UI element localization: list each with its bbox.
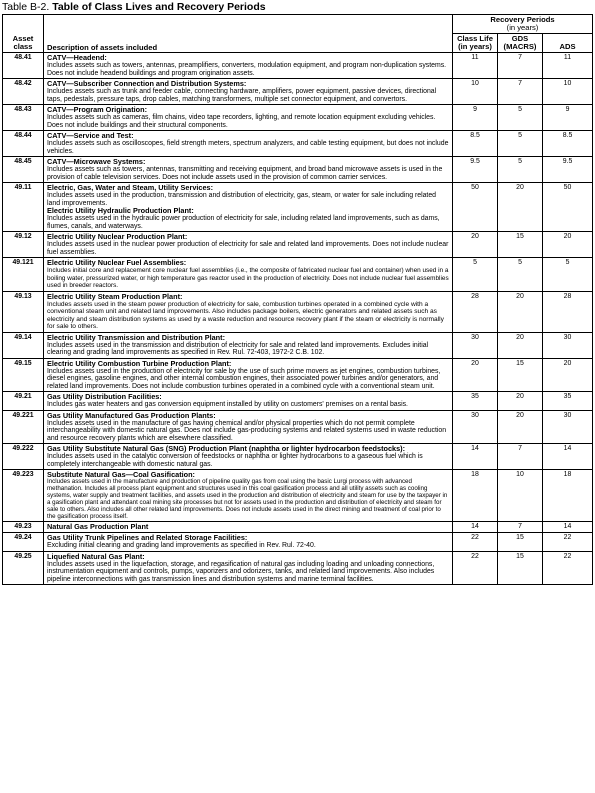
- ads-cell: 22: [543, 533, 593, 552]
- class-life-cell: 14: [453, 444, 498, 470]
- table-row: [3, 551, 593, 585]
- table-row: [3, 232, 593, 258]
- ads-cell: 11: [543, 53, 593, 79]
- class-life-cell: 20: [453, 358, 498, 392]
- row-title: Gas Utility Manufactured Gas Production Plants:: [47, 410, 216, 420]
- description-cell: [44, 444, 453, 470]
- table-row: [3, 392, 593, 411]
- class-life-cell: 35: [453, 392, 498, 411]
- row-description: Includes assets such as towers, antennas, transmitting and receiving equipment, and broad band microwave assets is used in the provision of cable television services. Does not include assets used in the provision of common carrier services.: [47, 166, 443, 181]
- description-cell: [44, 131, 453, 157]
- row-description: Includes assets such as trunk and feeder cable, connecting hardware, amplifiers, power equipment, passive devices, directional taps, pedestals, pressure taps, drop cables, matching transformers, multiple set connector equipment, and convertors.: [47, 88, 437, 103]
- gds-cell: 7: [498, 522, 543, 533]
- row-description: Includes assets used in the steam power production of electricity for sale, combustion turbines operated in a combined cycle with a conventional steam unit and related land improvements. Also includes package boilers, electric generators and related assets such as electricity and steam distribution systems as used by a waste reduction and resource recovery plant if the steam or electricity is normally for sale to others.: [47, 300, 444, 330]
- gds-cell: 20: [498, 291, 543, 332]
- class-life-cell: 18: [453, 470, 498, 522]
- gds-cell: 15: [498, 551, 543, 585]
- gds-cell: 5: [498, 131, 543, 157]
- gds-cell: 15: [498, 358, 543, 392]
- row-title: Electric Utility Transmission and Distribution Plant:: [47, 332, 225, 342]
- header-class-life-line2: (in years): [458, 42, 492, 51]
- row-description: Includes assets used in the liquefaction, storage, and regasification of natural gas including loading and unloading connections, instrumentation equipment and controls, pumps, vaporizers and odorizers, tanks, and related land improvements. Also includes pipeline interconnections with gas transmission lines and distribution systems and marine terminal facilities.: [47, 560, 435, 583]
- row-title: Gas Utility Substitute Natural Gas (SNG) Production Plant (naphtha or lighter hydrocarbon feedstocks):: [47, 444, 405, 453]
- class-life-cell: 9.5: [453, 157, 498, 183]
- row-description-secondary: Includes assets used in the hydraulic power production of electricity for sale, including related land improvements, such as dams, flumes, canals, and waterways.: [47, 215, 440, 230]
- asset-class-cell: 49.12: [3, 232, 44, 258]
- row-title: Liquefied Natural Gas Plant:: [47, 551, 145, 561]
- asset-class-cell: 49.121: [3, 258, 44, 292]
- header-description: Description of assets included: [44, 15, 453, 53]
- description-cell: [44, 551, 453, 585]
- header-asset-class-line1: Asset: [12, 34, 34, 43]
- row-description: Includes initial core and replacement core nuclear fuel assemblies (i.e., the composite of fabricated nuclear fuel and container) when used in a boiling water, pressurized water, or high temperature gas reactor used in the production of electricity. Does not include nuclear fuel assemblies used in breeder reactors.: [47, 267, 449, 289]
- gds-cell: 5: [498, 258, 543, 292]
- table-row: [3, 470, 593, 522]
- table-row: [3, 358, 593, 392]
- class-life-cell: 30: [453, 410, 498, 444]
- table-row: [3, 131, 593, 157]
- description-cell: [44, 332, 453, 358]
- gds-cell: 20: [498, 410, 543, 444]
- ads-cell: 22: [543, 551, 593, 585]
- asset-class-cell: 49.222: [3, 444, 44, 470]
- class-life-cell: 20: [453, 232, 498, 258]
- row-description: Includes assets such as cameras, film chains, video tape recorders, lighting, and remote location equipment excluding vehicles. Does not include buildings and their structural components.: [47, 114, 436, 129]
- class-life-cell: 50: [453, 183, 498, 232]
- description-cell: [44, 533, 453, 552]
- description-cell: [44, 53, 453, 79]
- asset-class-cell: 48.42: [3, 79, 44, 105]
- gds-cell: 20: [498, 332, 543, 358]
- row-title: Electric Utility Steam Production Plant:: [47, 291, 183, 301]
- description-cell: [44, 392, 453, 411]
- class-life-cell: 22: [453, 551, 498, 585]
- row-description: Excluding initial clearing and grading land improvements as specified in Rev. Rul. 72-40.: [47, 542, 316, 550]
- table-row: [3, 410, 593, 444]
- row-title: Electric Utility Combustion Turbine Production Plant:: [47, 358, 232, 368]
- gds-cell: 10: [498, 470, 543, 522]
- table-row: [3, 183, 593, 232]
- class-lives-table: [2, 14, 593, 585]
- class-life-cell: 10: [453, 79, 498, 105]
- ads-cell: 8.5: [543, 131, 593, 157]
- class-life-cell: 5: [453, 258, 498, 292]
- ads-cell: 28: [543, 291, 593, 332]
- description-cell: [44, 258, 453, 292]
- row-title: CATV—Program Origination:: [47, 105, 147, 114]
- table-row: [3, 157, 593, 183]
- row-title: CATV—Headend:: [47, 53, 107, 62]
- table-row: [3, 105, 593, 131]
- ads-cell: 30: [543, 332, 593, 358]
- table-row: [3, 53, 593, 79]
- table-title: [2, 1, 266, 13]
- header-gds: [498, 34, 543, 53]
- header-asset-class-line2: class: [13, 42, 33, 51]
- ads-cell: 35: [543, 392, 593, 411]
- gds-cell: 7: [498, 79, 543, 105]
- header-row-top: [3, 15, 593, 34]
- row-description: Includes assets used in the production of electricity for sale by the use of such prime movers as jet engines, combustion turbines, diesel engines, gasoline engines, and other internal combustion engines, their associated power turbines and/or generators, and related land improvements. Does not include combustion turbines operated in a combined cycle with a conventional steam unit.: [47, 367, 441, 390]
- asset-class-cell: 49.223: [3, 470, 44, 522]
- ads-cell: 5: [543, 258, 593, 292]
- row-description: Includes assets used in the manufacture and production of pipeline quality gas from coal using the basic Lurgi process with advanced methanation. Includes all process plant equipment and structures used in this coal gasification process and all utility assets such as cooling systems, water supply and treatment facilities, and assets used in the production and distribution of electricity and steam for use by the taxpayer in a gasification plant and attendant coal mining site processes but not for assets used in the production and distribution of electricity and steam for sale to others. Also includes all other related land improvements. Does not include assets used in the direct mining and treatment of coal prior to the gasification process itself.: [47, 478, 448, 520]
- row-description: Includes assets used in the production, transmission and distribution of electricity, gas, steam, or water for sale including related land improvements.: [47, 192, 437, 207]
- ads-cell: 30: [543, 410, 593, 444]
- header-recovery-line2: (in years): [506, 23, 539, 32]
- asset-class-cell: 49.15: [3, 358, 44, 392]
- row-title: Substitute Natural Gas—Coal Gasification:: [47, 470, 195, 479]
- description-cell: [44, 522, 453, 533]
- ads-cell: 14: [543, 522, 593, 533]
- table-row: [3, 258, 593, 292]
- asset-class-cell: 49.14: [3, 332, 44, 358]
- gds-cell: 15: [498, 533, 543, 552]
- ads-cell: 14: [543, 444, 593, 470]
- description-cell: [44, 291, 453, 332]
- description-cell: [44, 79, 453, 105]
- row-title: CATV—Microwave Systems:: [47, 157, 146, 166]
- table-row: [3, 332, 593, 358]
- table-row: [3, 291, 593, 332]
- table-row: [3, 79, 593, 105]
- row-title: Gas Utility Distribution Facilities:: [47, 392, 162, 401]
- class-life-cell: 14: [453, 522, 498, 533]
- header-ads: ADS: [543, 34, 593, 53]
- header-class-life-line1: Class Life: [457, 34, 493, 43]
- asset-class-cell: 49.221: [3, 410, 44, 444]
- class-life-cell: 8.5: [453, 131, 498, 157]
- description-cell: [44, 470, 453, 522]
- class-life-cell: 9: [453, 105, 498, 131]
- gds-cell: 7: [498, 53, 543, 79]
- description-cell: [44, 183, 453, 232]
- row-title: CATV—Service and Test:: [47, 131, 134, 140]
- row-description: Includes assets such as towers, antennas, preamplifiers, converters, modulation equipment, and program non-duplication systems. Does not include headend buildings and program origination assets.: [47, 62, 447, 77]
- asset-class-cell: 49.25: [3, 551, 44, 585]
- description-cell: [44, 105, 453, 131]
- ads-cell: 20: [543, 358, 593, 392]
- ads-cell: 9: [543, 105, 593, 131]
- asset-class-cell: 49.21: [3, 392, 44, 411]
- description-cell: [44, 232, 453, 258]
- asset-class-cell: 48.44: [3, 131, 44, 157]
- class-life-cell: 28: [453, 291, 498, 332]
- asset-class-cell: 49.23: [3, 522, 44, 533]
- row-description: Includes assets used in the catalytic conversion of feedstocks or naphtha or lighter hydrocarbons to a gaseous fuel which is completely interchangeable with domestic natural gas.: [47, 453, 423, 468]
- ads-cell: 18: [543, 470, 593, 522]
- ads-cell: 9.5: [543, 157, 593, 183]
- row-title: Natural Gas Production Plant: [47, 522, 149, 532]
- table-row: [3, 533, 593, 552]
- asset-class-cell: 49.11: [3, 183, 44, 232]
- class-life-cell: 30: [453, 332, 498, 358]
- table-caption-title: Table of Class Lives and Recovery Periods: [52, 1, 266, 13]
- asset-class-cell: 49.13: [3, 291, 44, 332]
- ads-cell: 10: [543, 79, 593, 105]
- header-recovery-periods: [453, 15, 593, 34]
- gds-cell: 15: [498, 232, 543, 258]
- row-description: Includes assets such as oscilloscopes, field strength meters, spectrum analyzers, and cable testing equipment, but does not include vehicles.: [47, 140, 449, 155]
- row-description: Includes gas water heaters and gas conversion equipment installed by utility on customers' premises on a rental basis.: [47, 401, 408, 408]
- row-title: Gas Utility Trunk Pipelines and Related Storage Facilities:: [47, 533, 248, 543]
- gds-cell: 5: [498, 105, 543, 131]
- header-recovery-line1: Recovery Periods: [490, 15, 555, 24]
- header-gds-line1: GDS: [511, 34, 529, 43]
- asset-class-cell: 48.45: [3, 157, 44, 183]
- table-row: [3, 522, 593, 533]
- header-gds-line2: (MACRS): [503, 42, 537, 51]
- ads-cell: 20: [543, 232, 593, 258]
- asset-class-cell: 48.41: [3, 53, 44, 79]
- table-caption-id: Table B-2.: [2, 1, 50, 13]
- header-asset-class: [3, 15, 44, 53]
- asset-class-cell: 48.43: [3, 105, 44, 131]
- description-cell: [44, 410, 453, 444]
- ads-cell: 50: [543, 183, 593, 232]
- row-description: Includes assets used in the transmission and distribution of electricity for sale and related land improvements. Excludes initial clearing and grading land improvements as specified in Rev. Rul. 72-403, 1972-2 C.B. 102.: [47, 341, 429, 356]
- gds-cell: 7: [498, 444, 543, 470]
- row-title: Electric, Gas, Water and Steam, Utility Services:: [47, 183, 214, 192]
- table-row: [3, 444, 593, 470]
- asset-class-cell: 49.24: [3, 533, 44, 552]
- description-cell: [44, 358, 453, 392]
- class-life-cell: 11: [453, 53, 498, 79]
- gds-cell: 20: [498, 392, 543, 411]
- row-title: Electric Utility Nuclear Fuel Assemblies:: [47, 258, 187, 267]
- header-class-life: [453, 34, 498, 53]
- row-title-secondary: Electric Utility Hydraulic Production Plant:: [47, 206, 194, 215]
- class-life-cell: 22: [453, 533, 498, 552]
- gds-cell: 20: [498, 183, 543, 232]
- row-title: Electric Utility Nuclear Production Plant:: [47, 232, 188, 241]
- description-cell: [44, 157, 453, 183]
- row-description: Includes assets used in the manufacture of gas having chemical and/or physical properties which do not permit complete interchangeability with domestic natural gas. Does not include gas-producing systems and related systems used in waste reduction and resource recovery plants which are elsewhere classified.: [47, 419, 447, 442]
- row-title: CATV—Subscriber Connection and Distribution Systems:: [47, 79, 247, 88]
- row-description: Includes assets used in the nuclear power production of electricity for sale and related land improvements. Does not include nuclear fuel assemblies.: [47, 241, 449, 256]
- gds-cell: 5: [498, 157, 543, 183]
